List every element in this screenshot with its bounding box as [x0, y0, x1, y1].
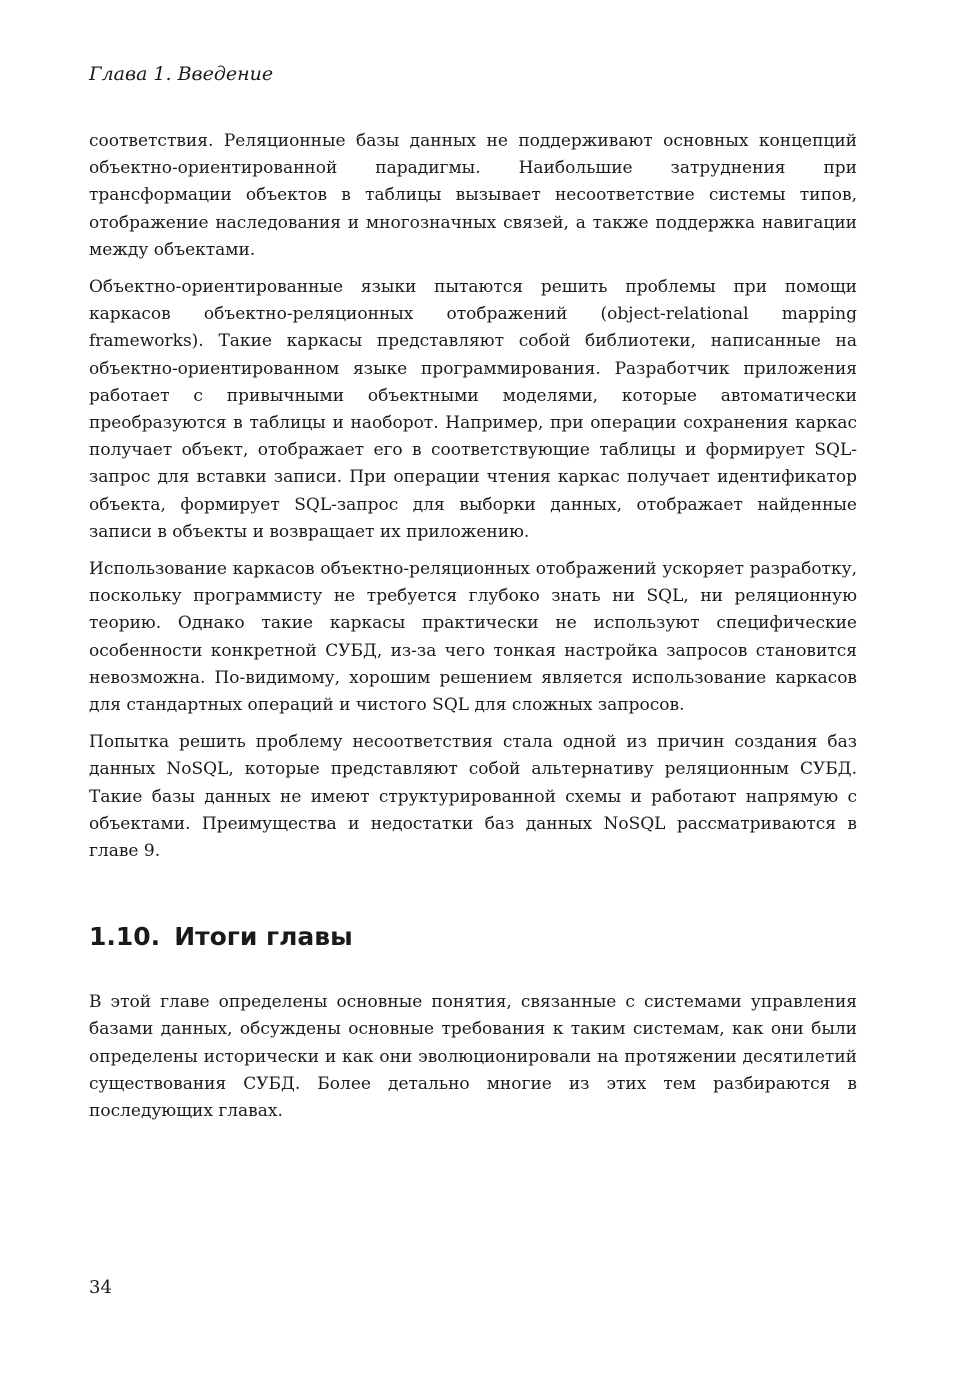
page-content — [89, 128, 857, 1135]
paragraph: Использование каркасов объектно-реляционных отображений ускоряет разработку, поскольку программисту не требуется глубоко знать ни SQL, ни реляционную теорию. Однако такие каркасы практически не используют специфические особенности конкретной СУБД, из-за чего тонкая настройка запросов становится невозможна. По-видимому, хорошим решением является использование каркасов для стандартных операций и чистого SQL для сложных запросов. — [89, 559, 857, 716]
paragraph: Попытка решить проблему несоответствия стала одной из причин создания баз данных NoSQL, которые представляют собой альтернативу реляционным СУБД. Такие базы данных не имеют структурированной схемы и работают напрямую с объектами. Преимущества и недостатки баз данных NoSQL рассматриваются в главе 9. — [89, 732, 857, 862]
book-page — [89, 0, 857, 1388]
running-head: Глава 1. Введение — [89, 63, 274, 85]
section-heading — [89, 920, 857, 954]
paragraph: Объектно-ориентированные языки пытаются решить проблемы при помощи каркасов объектно-реляционных отображений (object-relational mapping frameworks). Такие каркасы представляют собой библиотеки, написанные на объектно-ориентированном языке программирования. Разработчик приложения работает с привычными объектными моделями, которые автоматически преобразуются в таблицы и наоборот. Например, при операции сохранения каркас получает объект, отображает его в соответствующие таблицы и формирует SQL-запрос для вставки записи. При операции чтения каркас получает идентификатор объекта, формирует SQL-запрос для выборки данных, отображает найденные записи в объекты и возвращает их приложению. — [89, 277, 857, 542]
page-number: 34 — [89, 1277, 112, 1298]
paragraph: В этой главе определены основные понятия, связанные с системами управления базами данных, обсуждены основные требования к таким системам, как они были определены исторически и как они эволюционировали на протяжении десятилетий существования СУБД. Более детально многие из этих тем разбираются в последующих главах. — [89, 992, 857, 1122]
section-number: 1.10. — [89, 922, 161, 952]
section-title: Итоги главы — [174, 922, 353, 952]
paragraph: соответствия. Реляционные базы данных не поддерживают основных концепций объектно-ориентированной парадигмы. Наибольшие затруднения при трансформации объектов в таблицы вызывает несоответствие системы типов, отображение наследования и многозначных связей, а также поддержка навигации между объектами. — [89, 131, 857, 260]
